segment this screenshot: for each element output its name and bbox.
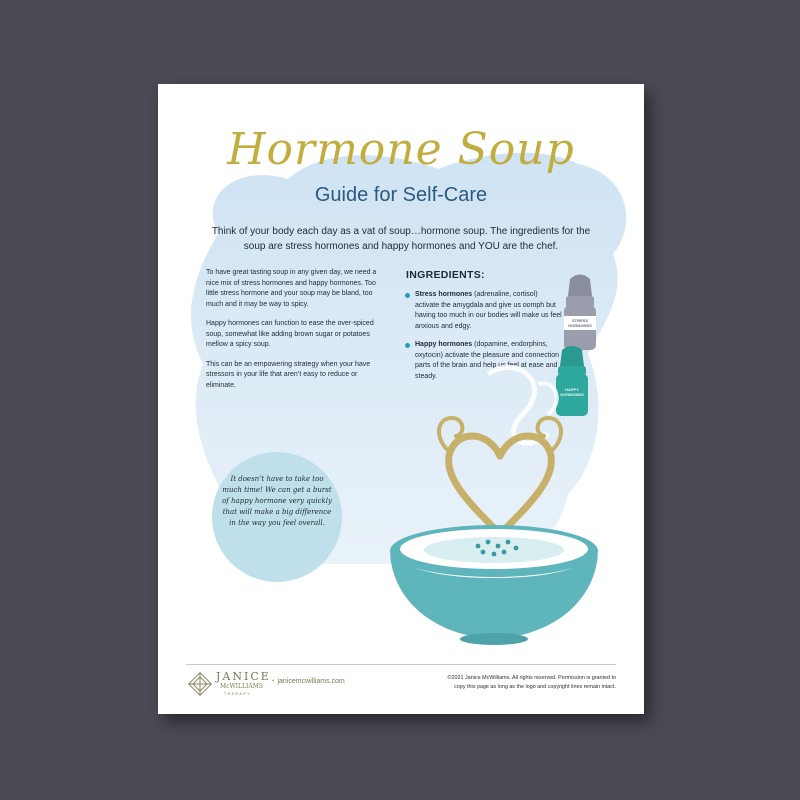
ingredient-name: Stress hormones (415, 291, 473, 298)
stress-shaker-icon (564, 275, 596, 351)
svg-text:HORMONES: HORMONES (560, 392, 584, 397)
copyright-text: ©2021 Janice McWilliams. All rights reserved. Permission is granted to copy this page as long as the logo and copyright lines remain intact. (447, 675, 616, 690)
website-link[interactable] (272, 678, 345, 685)
happy-shaker-icon (556, 346, 588, 416)
left-paragraph-1: To have great tasting soup in any given day, we need a nice mix of stress hormones and happy hormones. Too little stress hormone and your soup may be bland, too much and it may be way to spicy. (206, 269, 377, 308)
ingredients-heading: INGREDIENTS: (406, 269, 485, 281)
page-subtitle: Guide for Self-Care (314, 184, 488, 206)
ingredient-name: Happy hormones (415, 341, 473, 348)
callout-text: It doesn’t have to take too much time! We can get a burst of happy hormone very quickly that will make a big difference in the way you feel overall. (222, 475, 332, 527)
website-text: janicemcwilliams.com (277, 678, 345, 685)
separator-dot: • (272, 678, 275, 685)
left-paragraph-3: This can be an empowering strategy when your have stressors in your life that aren’t easy to reduce or eliminate. (206, 360, 371, 389)
logo-name: JANICE (216, 670, 271, 683)
logo-icon (188, 672, 212, 696)
intro-text: Think of your body each day as a vat of soup…hormone soup. The ingredients for the soup are stress hormones and happy hormones and YOU are the chef. (211, 226, 591, 252)
logo-tagline: THERAPY (224, 692, 252, 696)
happy-shaker-label: HAPPY (565, 387, 579, 392)
left-paragraph-2: Happy hormones can function to ease the over-spiced soup, somewhat like adding brown sugar or potatoes mellow a spicy soup. (206, 320, 374, 348)
stress-shaker-label: STRESS (571, 318, 589, 323)
page-title: Hormone Soup (227, 124, 575, 175)
svg-text:HORMONES: HORMONES (568, 323, 592, 328)
ingredient-text: (dopamine, endorphins, oxytocin) activate the pleasure and connection parts of the brain and help us feel at ease and steady. (415, 341, 559, 380)
handout-page (158, 84, 644, 714)
illustration (158, 84, 644, 714)
footer-divider (186, 664, 616, 665)
logo-subname: McWILLIAMS (220, 683, 263, 690)
ingredient-text: (adrenaline, cortisol) activate the amygdala and give us oomph but having too much in our bodies will make us feel anxious and edgy. (415, 291, 562, 330)
soup-bowl-icon (390, 525, 598, 645)
